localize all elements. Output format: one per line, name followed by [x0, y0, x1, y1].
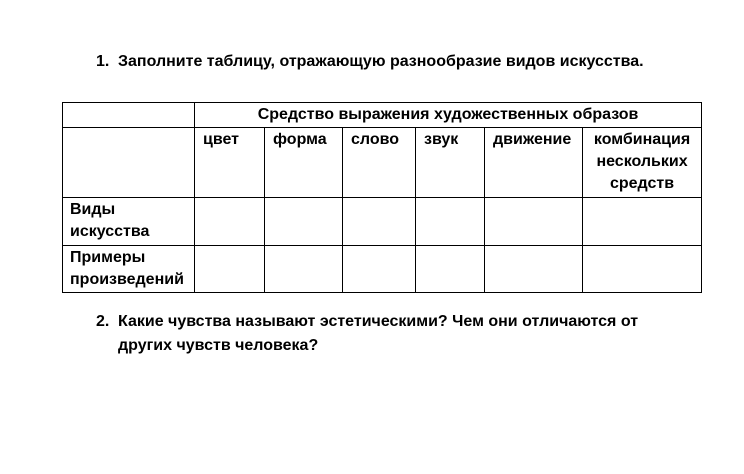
table-row	[63, 198, 702, 246]
column-header-combination: комбинация нескольких средств	[583, 128, 702, 198]
table-cell[interactable]	[195, 246, 265, 293]
art-types-table	[62, 102, 702, 293]
task-1-text: Заполните таблицу, отражающую разнообразие видов искусства.	[118, 53, 644, 70]
table-group-header: Средство выражения художественных образов	[195, 103, 702, 128]
row-header-work-examples: Примеры произведений	[63, 246, 195, 293]
table-row	[63, 246, 702, 293]
table-cell[interactable]	[265, 246, 343, 293]
table-cell[interactable]	[343, 198, 416, 246]
task-1	[96, 50, 696, 74]
table-cell[interactable]	[416, 246, 485, 293]
table-corner-cell-lower	[63, 128, 195, 198]
table-cell[interactable]	[343, 246, 416, 293]
column-header-color: цвет	[195, 128, 265, 198]
task-2	[96, 310, 696, 358]
table-corner-cell	[63, 103, 195, 128]
task-2-text: Какие чувства называют эстетическими? Чем они отличаются от других чувств человека?	[118, 313, 639, 354]
table-cell[interactable]	[416, 198, 485, 246]
table-cell[interactable]	[583, 246, 702, 293]
column-header-movement: движение	[485, 128, 583, 198]
table-cell[interactable]	[583, 198, 702, 246]
table-cell[interactable]	[265, 198, 343, 246]
task-1-number: 1.	[96, 53, 110, 70]
column-header-word: слово	[343, 128, 416, 198]
column-header-sound: звук	[416, 128, 485, 198]
table-cell[interactable]	[485, 246, 583, 293]
column-header-form: форма	[265, 128, 343, 198]
table-cell[interactable]	[485, 198, 583, 246]
table-cell[interactable]	[195, 198, 265, 246]
task-2-number: 2.	[96, 313, 110, 330]
row-header-art-kinds: Виды искусства	[63, 198, 195, 246]
